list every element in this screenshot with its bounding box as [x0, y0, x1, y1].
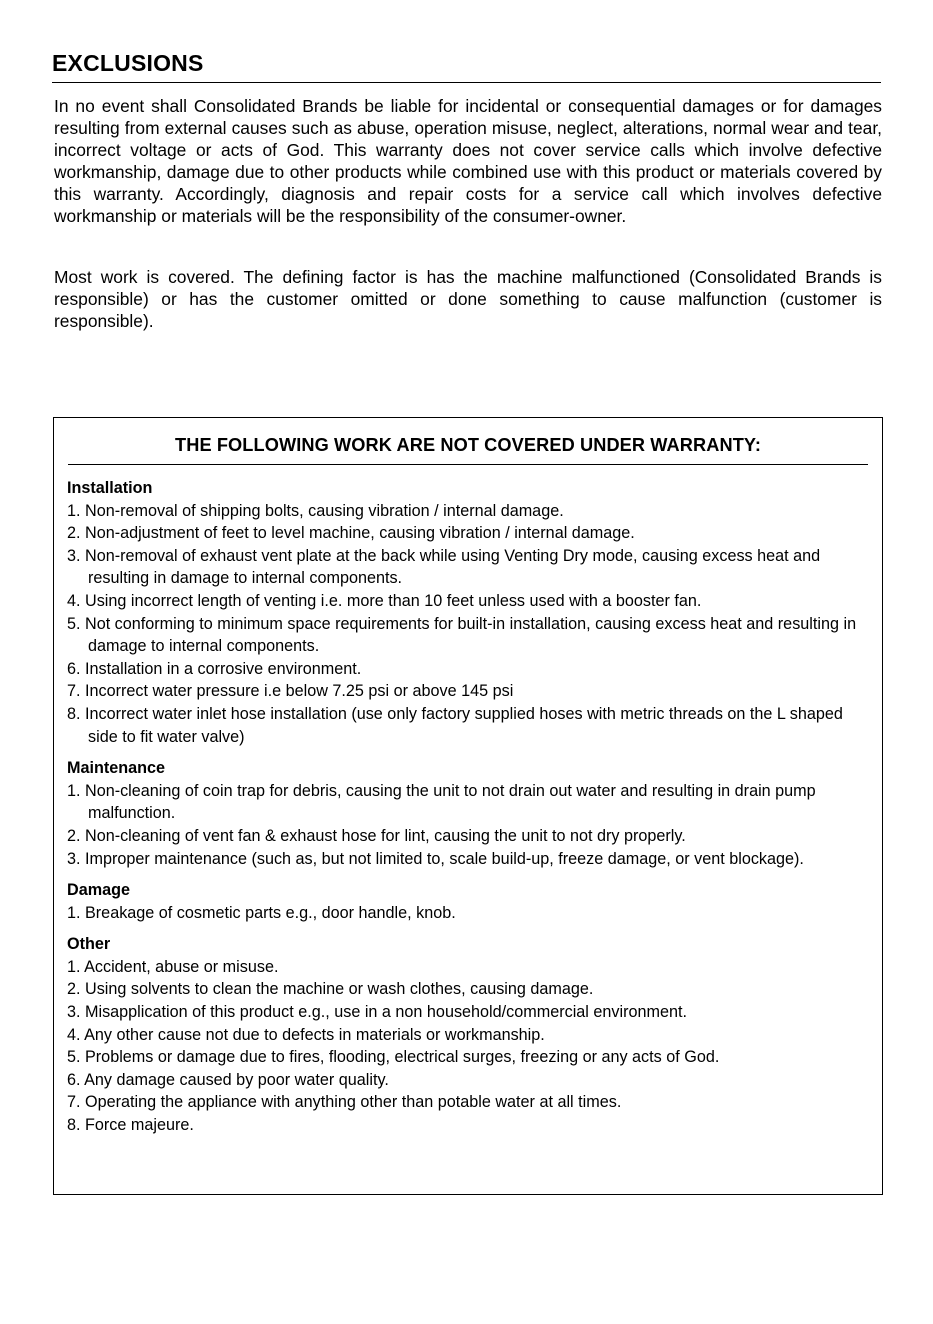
box-title: THE FOLLOWING WORK ARE NOT COVERED UNDER WARRANTY:	[175, 435, 761, 455]
list-item: 4. Any other cause not due to defects in materials or workmanship.	[67, 1025, 545, 1044]
section-list	[67, 780, 867, 870]
list-item: 1. Non-removal of shipping bolts, causing vibration / internal damage.	[67, 501, 564, 520]
list-item: 1. Accident, abuse or misuse.	[67, 957, 279, 976]
list-item: 7. Incorrect water pressure i.e below 7.25 psi or above 145 psi	[67, 682, 514, 701]
section-other	[67, 933, 867, 1136]
list-item: 2. Non-cleaning of vent fan & exhaust hose for lint, causing the unit to not dry properly.	[67, 826, 686, 845]
list-item: 6. Installation in a corrosive environment.	[67, 659, 362, 678]
box-content	[67, 477, 867, 1146]
section-heading: Damage	[67, 881, 130, 900]
section-damage	[67, 879, 867, 924]
page-title: EXCLUSIONS	[52, 50, 204, 76]
list-item: 3. Non-removal of exhaust vent plate at the back while using Venting Dry mode, causing excess heat and resulting in damage to internal components.	[67, 546, 821, 588]
section-list	[67, 902, 867, 925]
list-item: 7. Operating the appliance with anything other than potable water at all times.	[67, 1093, 622, 1112]
box-title-divider	[68, 464, 868, 465]
section-list	[67, 956, 867, 1137]
list-item: 2. Using solvents to clean the machine or wash clothes, causing damage.	[67, 980, 594, 999]
section-heading: Installation	[67, 479, 153, 497]
list-item: 5. Not conforming to minimum space requirements for built-in installation, causing excess heat and resulting in damage to internal components.	[67, 614, 857, 656]
section-list	[67, 500, 867, 749]
section-heading: Maintenance	[67, 759, 166, 778]
intro-paragraph-liability: In no event shall Consolidated Brands be liable for incidental or consequential damages or for damages resulting from external causes such as abuse, operation misuse, neglect, alterations, normal wear and tear, incorrect voltage or acts of God. This warranty does not cover service calls which involve defective workmanship, damage due to other products while combined use with this product or materials covered by this warranty. Accordingly, diagnosis and repair costs for a service call which involves defective workmanship or materials will be the responsibility of the consumer-owner.	[54, 96, 882, 226]
not-covered-box	[53, 417, 883, 1195]
section-installation	[67, 477, 867, 748]
list-item: 8. Force majeure.	[67, 1116, 194, 1135]
list-item: 6. Any damage caused by poor water quality.	[67, 1070, 389, 1089]
list-item: 5. Problems or damage due to fires, flooding, electrical surges, freezing or any acts of God.	[67, 1048, 720, 1067]
list-item: 4. Using incorrect length of venting i.e. more than 10 feet unless used with a booster fan.	[67, 591, 702, 610]
intro-paragraph-coverage: Most work is covered. The defining factor is has the machine malfunctioned (Consolidated Brands is responsible) or has the customer omitted or done something to cause malfunction (customer is responsible).	[54, 267, 882, 331]
list-item: 3. Misapplication of this product e.g., use in a non household/commercial environment.	[67, 1003, 687, 1022]
list-item: 1. Non-cleaning of coin trap for debris, causing the unit to not drain out water and resulting in drain pump malfunction.	[67, 781, 816, 823]
list-item: 1. Breakage of cosmetic parts e.g., door handle, knob.	[67, 903, 456, 922]
list-item: 3. Improper maintenance (such as, but not limited to, scale build-up, freeze damage, or vent blockage).	[67, 849, 804, 868]
section-maintenance	[67, 757, 867, 870]
section-heading: Other	[67, 935, 111, 954]
list-item: 8. Incorrect water inlet hose installation (use only factory supplied hoses with metric threads on the L shaped side to fit water valve)	[67, 704, 843, 746]
list-item: 2. Non-adjustment of feet to level machine, causing vibration / internal damage.	[67, 524, 635, 543]
title-divider	[52, 82, 881, 83]
